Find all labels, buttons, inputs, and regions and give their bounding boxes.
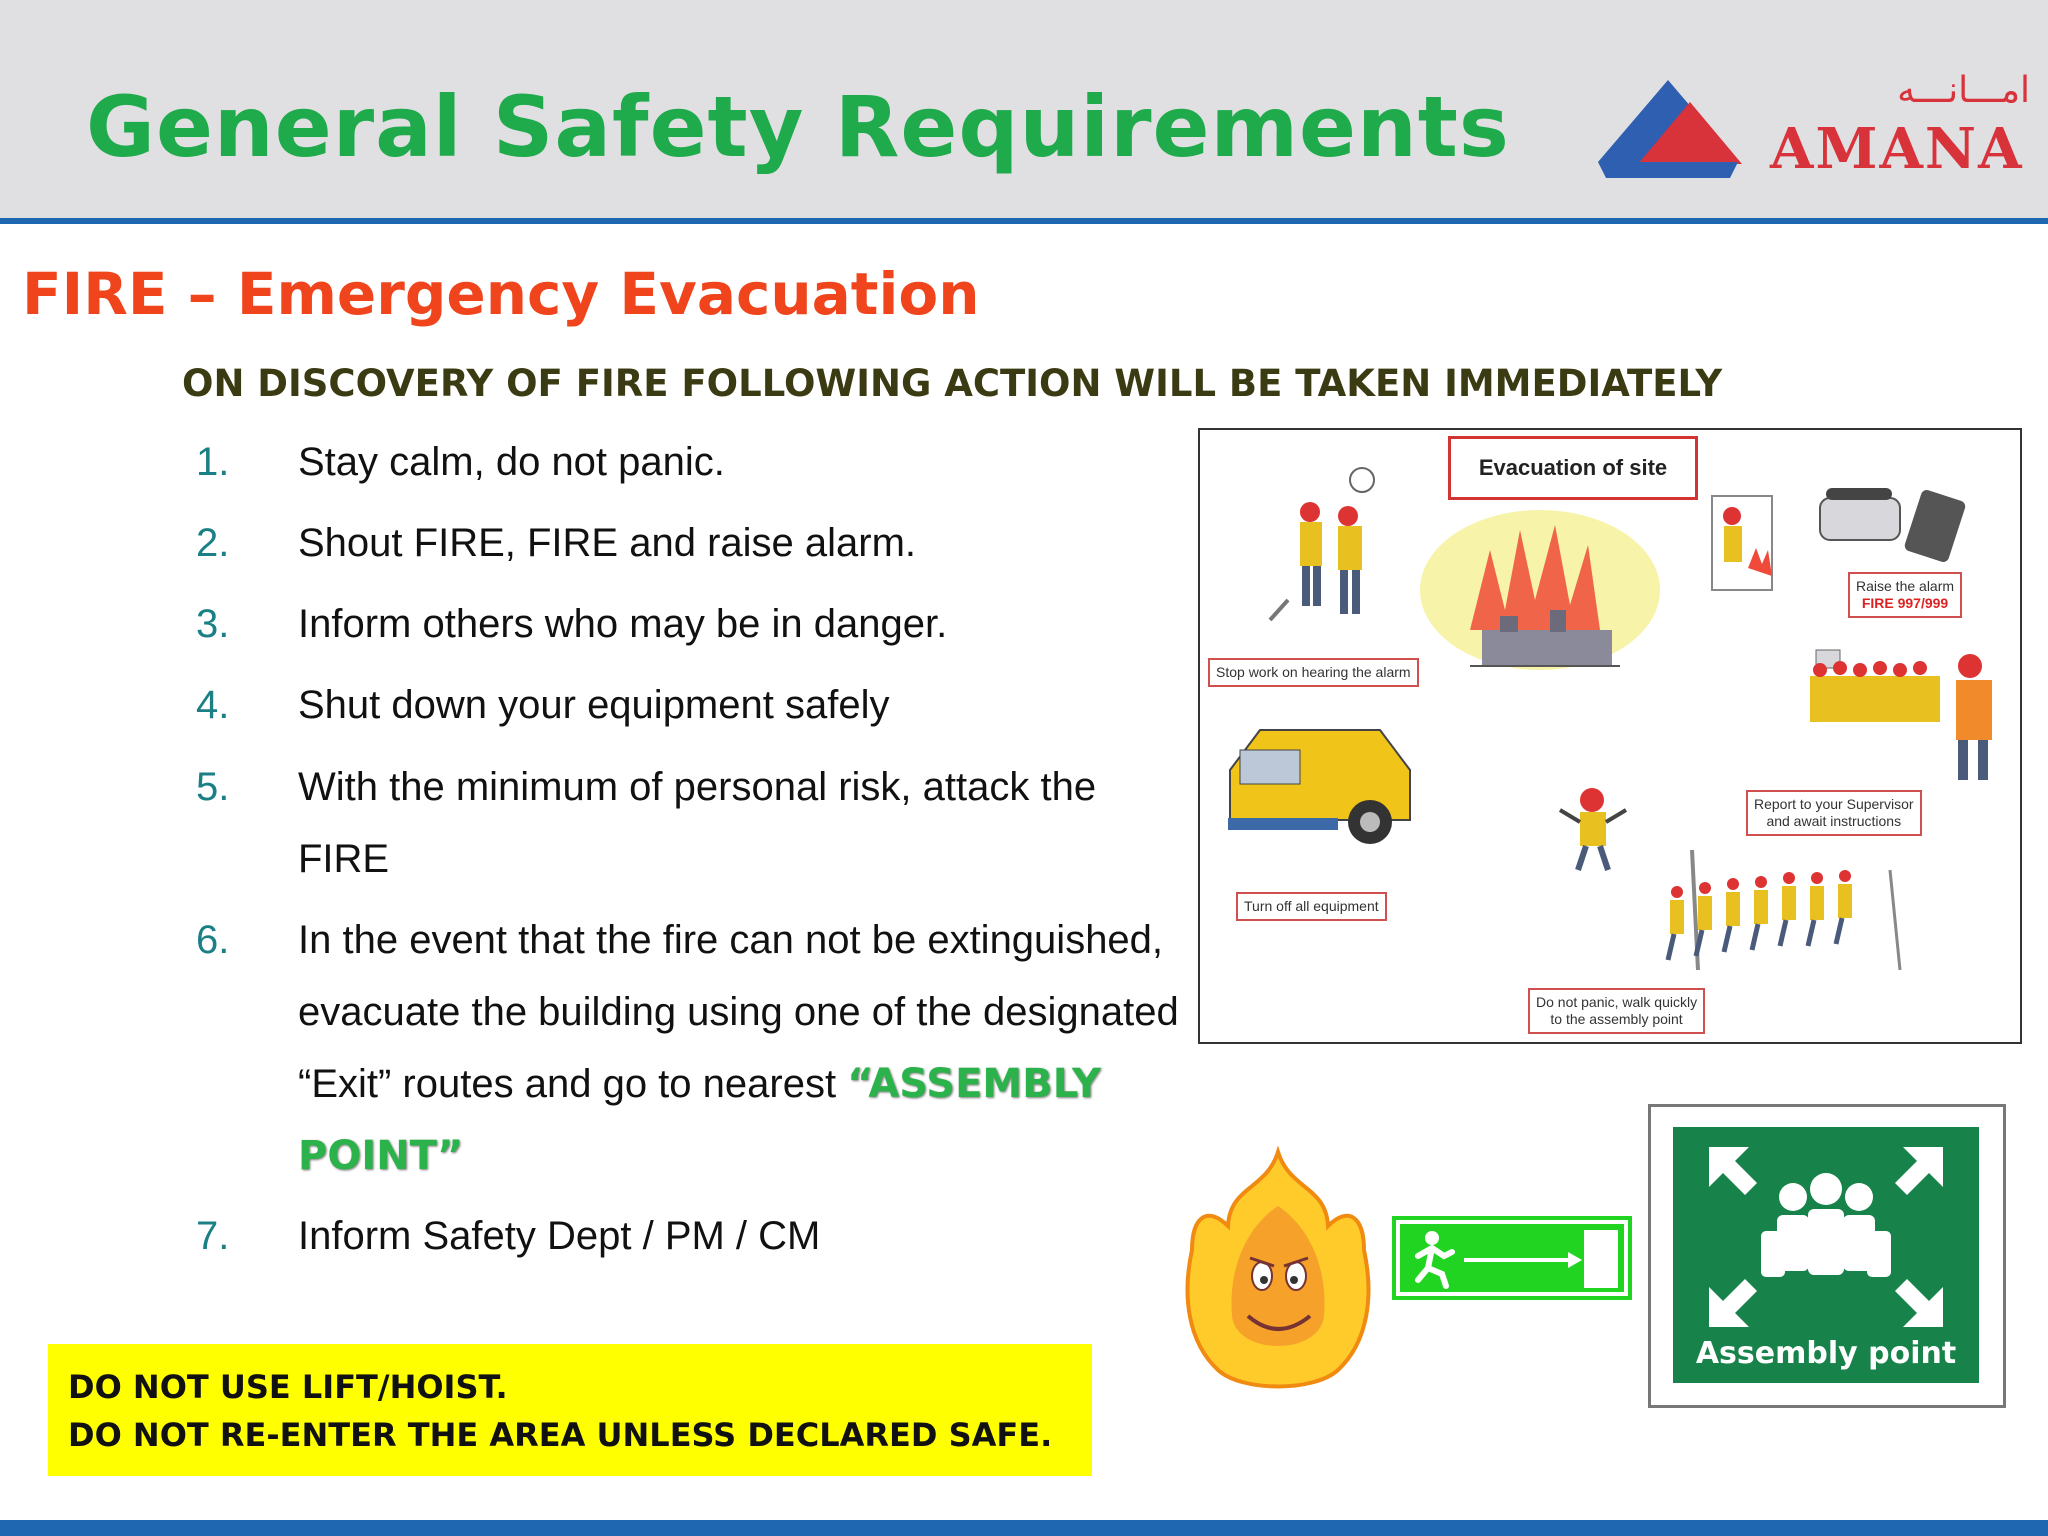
header-divider	[0, 218, 2048, 224]
logo-text: AMANA	[1770, 116, 2024, 182]
step-text: Inform Safety Dept / PM / CM	[298, 1214, 821, 1258]
page-title: General Safety Requirements	[86, 78, 1510, 176]
crowd-illustration	[1810, 650, 1992, 780]
logo-triangle-icon	[1598, 72, 1778, 182]
step-text: With the minimum of personal risk, attack the FIRE	[298, 765, 1097, 881]
fire-cartoon-icon	[1178, 1146, 1378, 1396]
warning-box	[48, 1344, 1092, 1476]
step-text: Shout FIRE, FIRE and raise alarm.	[298, 521, 917, 565]
step-number: 4.	[196, 683, 230, 727]
caption-text: Raise the alarm	[1856, 578, 1955, 594]
workers-stop-work-illustration	[1270, 468, 1374, 620]
alarm-number: FIRE 997/999	[1861, 595, 1949, 611]
caption-text: Report to your Supervisor	[1754, 796, 1914, 812]
logo-arabic-text: امـــانـــه	[1897, 70, 2030, 111]
step-text: Inform others who may be in danger.	[298, 602, 948, 646]
caption-text: to the assembly point	[1550, 1011, 1683, 1027]
caption-do-not-panic	[1528, 988, 1705, 1034]
instruction-heading: ON DISCOVERY OF FIRE FOLLOWING ACTION WILL BE TAKEN IMMEDIATELY	[182, 362, 1723, 405]
amana-logo	[1598, 72, 2034, 182]
assembly-sign-panel	[1673, 1127, 1979, 1383]
burning-plant-illustration	[1420, 510, 1660, 670]
caption-text: Turn off all equipment	[1244, 898, 1379, 914]
footer-divider	[0, 1520, 2048, 1536]
step-number: 6.	[196, 918, 230, 962]
assembly-point-sign	[1648, 1104, 2006, 1408]
assembly-point-label: Assembly point	[1695, 1336, 1957, 1371]
step-text: Stay calm, do not panic.	[298, 440, 725, 484]
caption-text: and await instructions	[1766, 813, 1902, 829]
step-text: Shut down your equipment safely	[298, 683, 890, 727]
caption-stop-work	[1208, 658, 1419, 687]
compressor-illustration	[1228, 730, 1410, 844]
warning-line-lift: DO NOT USE LIFT/HOIST.	[68, 1368, 508, 1406]
warning-line-reenter: DO NOT RE-ENTER THE AREA UNLESS DECLARED SAFE.	[68, 1416, 1053, 1454]
caption-report-supervisor	[1746, 790, 1922, 836]
telephone-illustration	[1820, 488, 1967, 564]
running-man-exit-icon	[1392, 1216, 1632, 1300]
evacuation-artwork	[1200, 430, 2020, 1042]
panicking-man-illustration	[1560, 788, 1626, 870]
walking-workers-illustration	[1668, 850, 1900, 970]
alarm-callpoint-illustration	[1712, 496, 1772, 590]
step-number: 3.	[196, 602, 230, 646]
step-number: 7.	[196, 1214, 230, 1258]
caption-turn-off	[1236, 892, 1387, 921]
assembly-point-highlight: “ASSEMBLY POINT”	[298, 1061, 1101, 1179]
section-title: FIRE – Emergency Evacuation	[22, 260, 980, 328]
evacuation-title: Evacuation of site	[1448, 436, 1698, 500]
caption-text: Stop work on hearing the alarm	[1216, 664, 1411, 680]
step-number: 5.	[196, 765, 230, 809]
step-text	[298, 904, 1198, 1192]
caption-text: Do not panic, walk quickly	[1536, 994, 1698, 1010]
step-number: 1.	[196, 440, 230, 484]
step-number: 2.	[196, 521, 230, 565]
caption-raise-alarm	[1848, 572, 1962, 618]
assembly-people-icon	[1673, 1127, 1979, 1327]
evacuation-illustration	[1198, 428, 2022, 1044]
step-text-body: In the event that the fire can not be extinguished, evacuate the building using one of the designated “Exit” routes and go to nearest	[298, 918, 1179, 1106]
exit-sign	[1392, 1216, 1632, 1300]
